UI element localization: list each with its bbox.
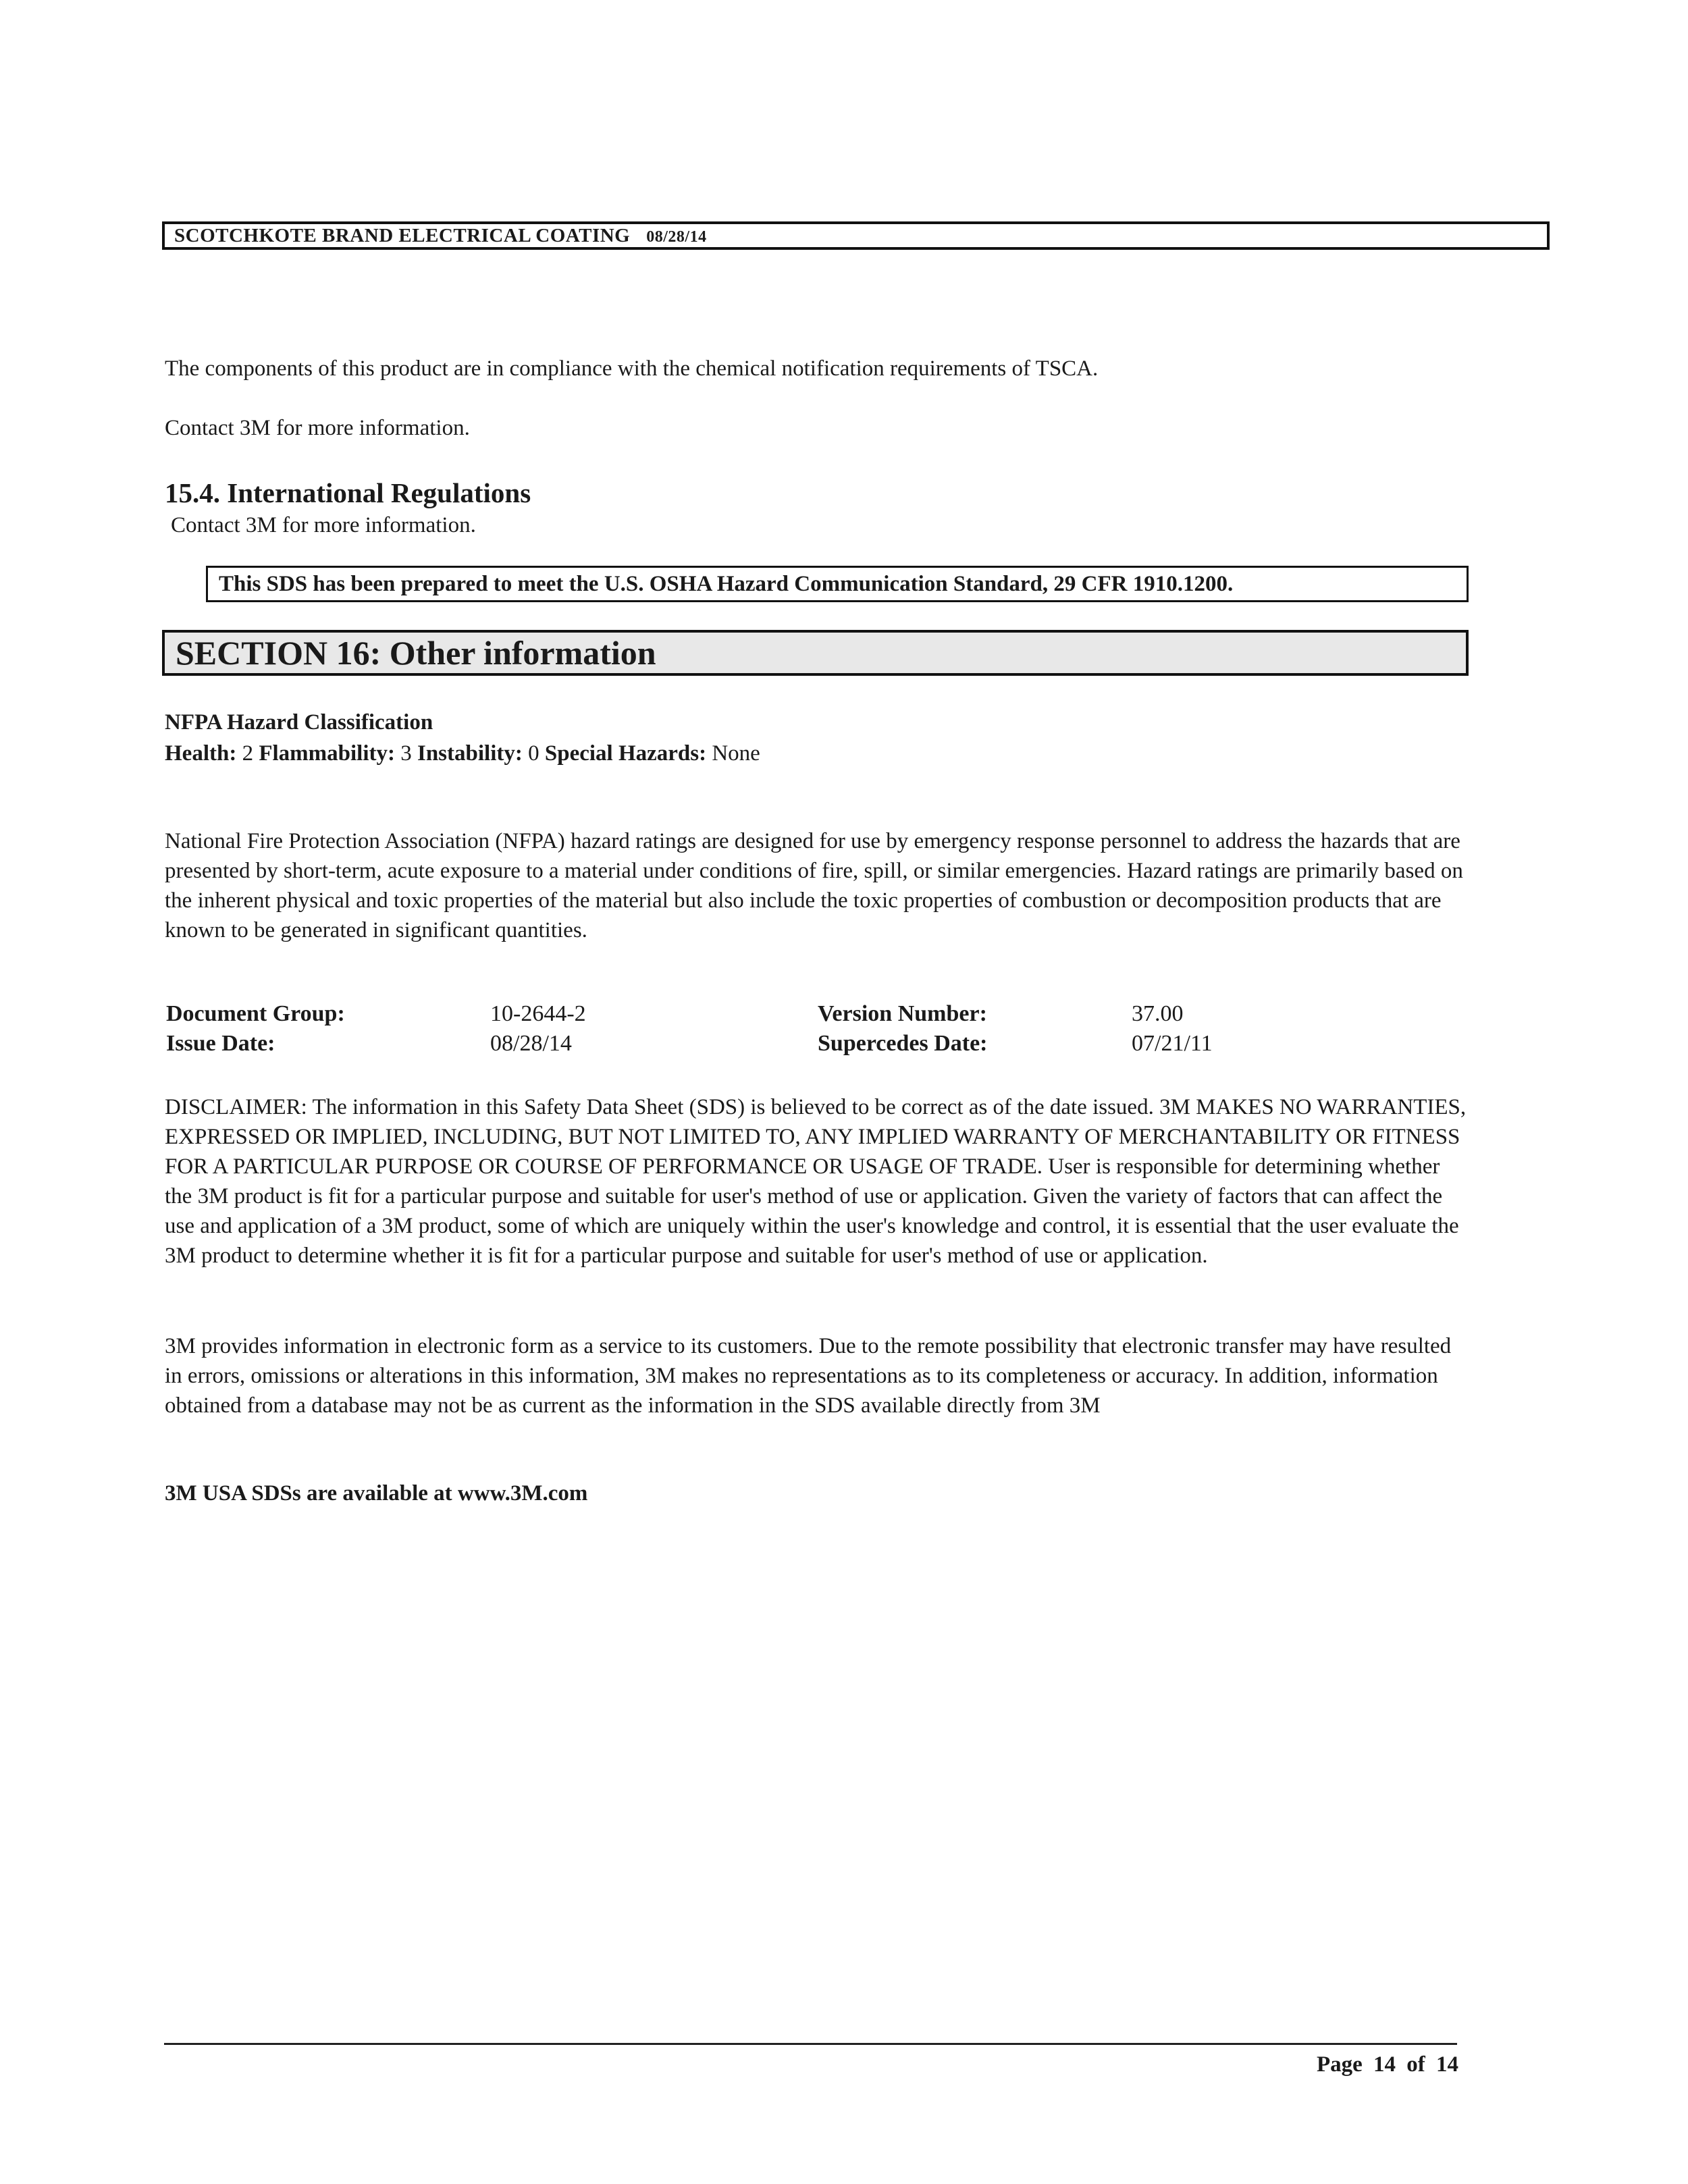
page-number: 14 <box>1373 2052 1396 2077</box>
issue-date-value: 08/28/14 <box>490 1031 572 1056</box>
nfpa-description: National Fire Protection Association (NFPA) hazard ratings are designed for use by emergency response personnel to address the hazards that are presented by short-term, acute exposure to a material under conditions of fire, spill, or similar emergencies. Hazard ratings are primarily based on the inherent physical and toxic properties of the material but also include the toxic properties of combustion or decomposition products that are known to be generated in significant quantities. <box>165 829 1463 942</box>
international-regulations-heading: 15.4. International Regulations <box>165 477 531 508</box>
document-info-row <box>166 1001 1267 1031</box>
flammability-value: 3 <box>400 741 412 766</box>
international-regulations-text: Contact 3M for more information. <box>171 513 476 537</box>
product-name: SCOTCHKOTE BRAND ELECTRICAL COATING <box>174 225 631 246</box>
page-footer <box>1215 2052 1458 2077</box>
page-total: 14 <box>1436 2052 1458 2077</box>
electronic-notice-text: 3M provides information in electronic form as a service to its customers. Due to the remote possibility that electronic transfer may have resulted in errors, omissions or alterations in this information, 3M makes no representations as to its completeness or accuracy. In addition, information obtained from a database may not be as current as the information in the SDS available directly from 3M <box>165 1334 1452 1418</box>
nfpa-ratings <box>165 739 1448 768</box>
special-hazards-label: Special Hazards: <box>544 741 707 766</box>
supercedes-date-label: Supercedes Date: <box>818 1031 988 1056</box>
nfpa-title: NFPA Hazard Classification <box>165 710 433 735</box>
version-number-label: Version Number: <box>818 1001 987 1026</box>
section-16-heading: SECTION 16: Other information <box>162 630 1469 676</box>
osha-notice: This SDS has been prepared to meet the U.S. OSHA Hazard Communication Standard, 29 CFR 1910.1200. <box>206 566 1469 602</box>
of-label: of <box>1406 2052 1425 2077</box>
health-value: 2 <box>242 741 254 766</box>
contact-text: Contact 3M for more information. <box>165 416 470 440</box>
footer-divider <box>164 2043 1457 2045</box>
header-date: 08/28/14 <box>646 228 707 246</box>
tsca-compliance-text: The components of this product are in compliance with the chemical notification requirements of TSCA. <box>165 356 1099 381</box>
health-label: Health: <box>165 741 237 766</box>
issue-date-label: Issue Date: <box>166 1031 275 1056</box>
document-group-value: 10-2644-2 <box>490 1001 586 1026</box>
flammability-label: Flammability: <box>259 741 395 766</box>
instability-label: Instability: <box>417 741 523 766</box>
document-header <box>162 221 1550 250</box>
disclaimer-text: DISCLAIMER: The information in this Safety Data Sheet (SDS) is believed to be correct as of the date issued. 3M MAKES NO WARRANTIES, EXPRESSED OR IMPLIED, INCLUDING, BUT NOT LIMITED TO, ANY IMPLIED WARRANTY OF MERCHANTABILITY OR FITNESS FOR A PARTICULAR PURPOSE OR COURSE OF PERFORMANCE OR USAGE OF TRADE. User is responsible for determining whether the 3M product is fit for a particular purpose and suitable for user's method of use or application. Given the variety of factors that can affect the use and application of a 3M product, some of which are uniquely within the user's knowledge and control, it is essential that the user evaluate the 3M product to determine whether it is fit for a particular purpose and suitable for user's method of use or application. <box>165 1095 1467 1268</box>
version-number-value: 37.00 <box>1132 1001 1184 1026</box>
document-info-row <box>166 1031 1267 1061</box>
supercedes-date-value: 07/21/11 <box>1132 1031 1213 1056</box>
document-info-table <box>166 1001 1267 1061</box>
document-group-label: Document Group: <box>166 1001 345 1026</box>
page-label: Page <box>1316 2052 1363 2077</box>
sds-availability-text: 3M USA SDSs are available at www.3M.com <box>165 1481 588 1506</box>
special-hazards-value: None <box>712 741 760 766</box>
instability-value: 0 <box>528 741 539 766</box>
